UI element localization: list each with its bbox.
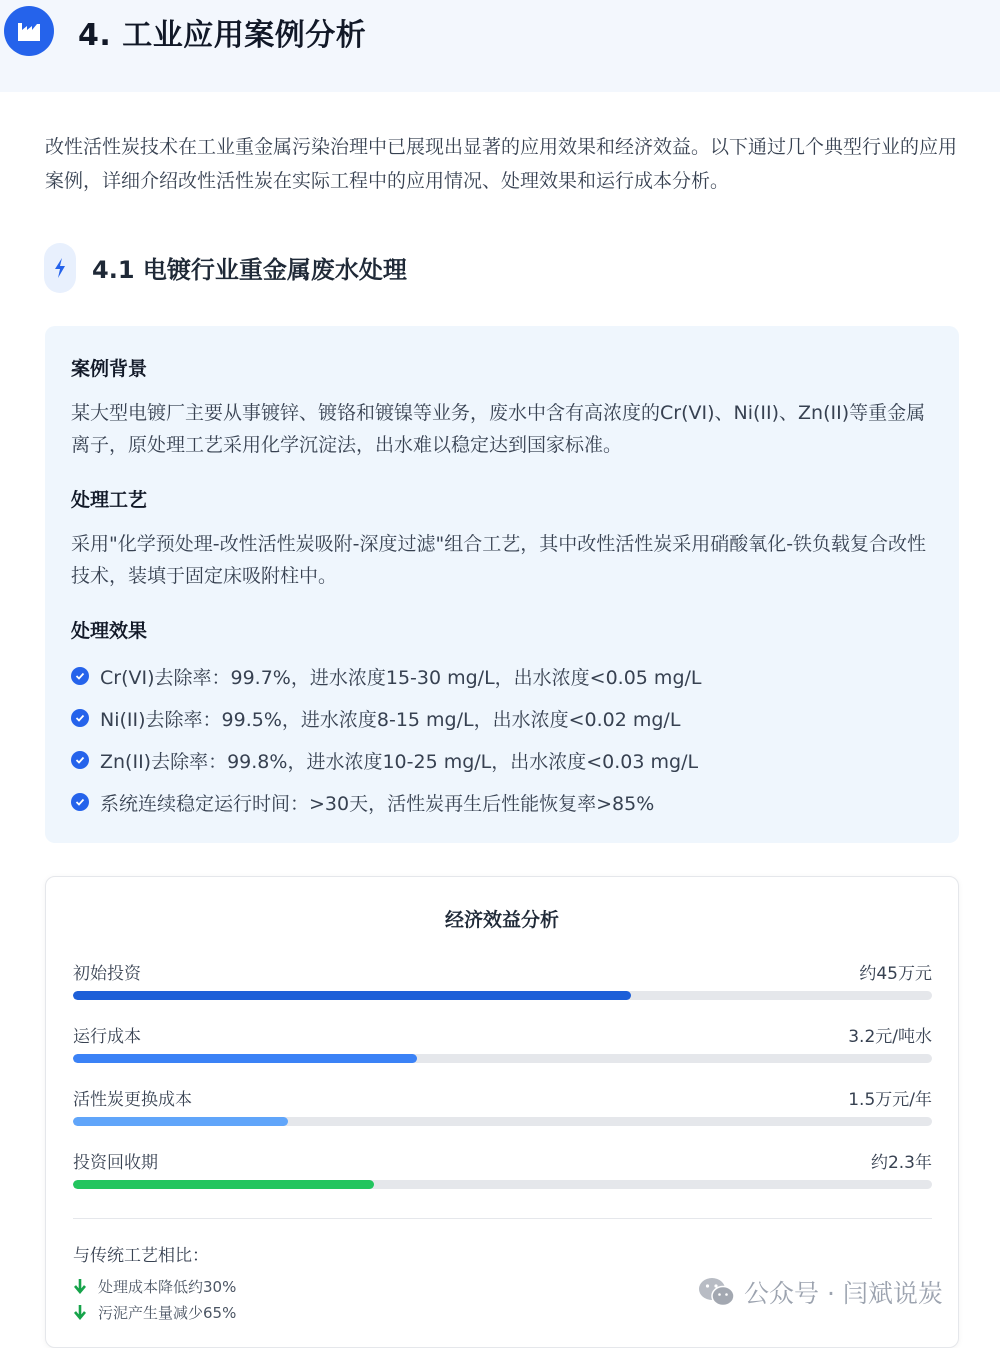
check-circle-icon xyxy=(71,751,89,769)
list-item xyxy=(71,655,702,697)
wechat-icon xyxy=(698,1276,736,1308)
metric-label: 活性炭更换成本 xyxy=(73,1090,192,1110)
economic-analysis-title: 经济效益分析 xyxy=(444,909,559,931)
metric-value: 1.5万元/年 xyxy=(848,1090,932,1110)
case-background-heading: 案例背景 xyxy=(71,358,148,380)
list-item xyxy=(71,697,702,739)
metric-carbon-replacement-cost xyxy=(73,1085,932,1131)
comparison-text: 污泥产生量减少65% xyxy=(98,1303,237,1322)
case-background-text: 某大型电镀厂主要从事镀锌、镀铬和镀镍等业务，废水中含有高浓度的Cr(VI)、Ni(II)、Zn(II)等重金属离子，原处理工艺采用化学沉淀法，出水难以稳定达到国家标准。 xyxy=(71,402,926,456)
progress-fill xyxy=(73,1117,288,1126)
comparison-text: 处理成本降低约30% xyxy=(98,1277,237,1296)
metric-value: 约45万元 xyxy=(859,964,932,984)
factory-icon xyxy=(4,6,54,56)
metric-payback-period xyxy=(73,1148,932,1194)
case-effect-heading: 处理效果 xyxy=(71,620,148,642)
case-process-text: 采用"化学预处理-改性活性炭吸附-深度过滤"组合工艺，其中改性活性炭采用硝酸氧化-铁负载复合改性技术，装填于固定床吸附柱中。 xyxy=(71,533,927,587)
effect-list xyxy=(71,655,702,823)
check-circle-icon xyxy=(71,667,89,685)
divider xyxy=(73,1218,932,1219)
subsection-title: 4.1 电镀行业重金属废水处理 xyxy=(92,256,407,284)
intro-paragraph: 改性活性炭技术在工业重金属污染治理中已展现出显著的应用效果和经济效益。以下通过几个典型行业的应用案例，详细介绍改性活性炭在实际工程中的应用情况、处理效果和运行成本分析。 xyxy=(45,136,958,192)
section-title: 4. 工业应用案例分析 xyxy=(78,18,367,53)
watermark-text: 公众号 · 闫斌说炭 xyxy=(744,1279,943,1308)
metric-label: 运行成本 xyxy=(73,1027,141,1047)
metric-label: 初始投资 xyxy=(73,964,141,984)
progress-fill xyxy=(73,1054,417,1063)
effect-text: 系统连续稳定运行时间：>30天，活性炭再生后性能恢复率>85% xyxy=(100,792,655,815)
case-study-panel xyxy=(45,326,959,843)
comparison-label: 与传统工艺相比： xyxy=(73,1246,209,1266)
effect-text: Zn(II)去除率：99.8%，进水浓度10-25 mg/L，出水浓度<0.03 mg/L xyxy=(100,750,699,773)
metric-value: 约2.3年 xyxy=(870,1153,932,1173)
section-header xyxy=(0,0,1000,92)
progress-fill xyxy=(73,991,631,1000)
list-item xyxy=(71,781,702,823)
metric-value: 3.2元/吨水 xyxy=(848,1027,932,1047)
case-process-heading: 处理工艺 xyxy=(71,489,148,511)
watermark xyxy=(698,1272,943,1312)
arrow-down-icon xyxy=(73,1278,87,1294)
progress-track xyxy=(73,1117,932,1126)
arrow-down-icon xyxy=(73,1304,87,1320)
metric-operating-cost xyxy=(73,1022,932,1068)
progress-track xyxy=(73,991,932,1000)
check-circle-icon xyxy=(71,709,89,727)
metric-initial-investment xyxy=(73,959,932,1005)
effect-text: Ni(II)去除率：99.5%，进水浓度8-15 mg/L，出水浓度<0.02 mg/L xyxy=(100,708,681,731)
check-circle-icon xyxy=(71,793,89,811)
effect-text: Cr(VI)去除率：99.7%，进水浓度15-30 mg/L，出水浓度<0.05 mg/L xyxy=(100,666,702,689)
progress-track xyxy=(73,1054,932,1063)
list-item xyxy=(71,739,702,781)
comparison-list xyxy=(73,1273,236,1325)
progress-fill xyxy=(73,1180,374,1189)
metric-label: 投资回收期 xyxy=(73,1153,158,1173)
list-item xyxy=(73,1273,236,1299)
list-item xyxy=(73,1299,236,1325)
lightning-icon xyxy=(44,243,76,293)
progress-track xyxy=(73,1180,932,1189)
